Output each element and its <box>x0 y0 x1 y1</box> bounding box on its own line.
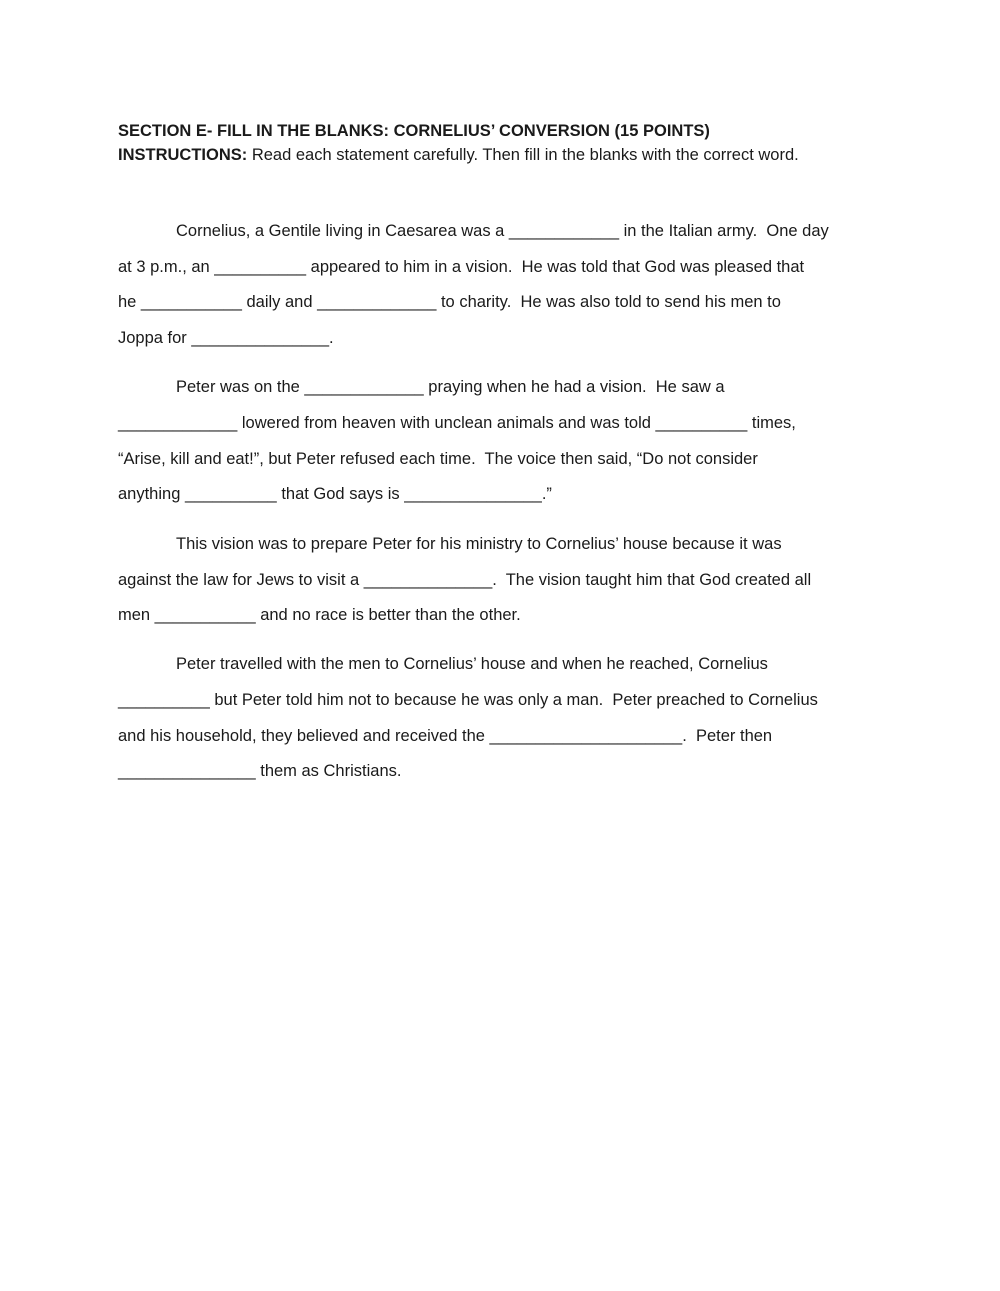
worksheet-heading <box>118 119 888 167</box>
paragraph-4-line-3: and his household, they believed and received the _____________________. Peter then <box>118 727 773 745</box>
paragraph-3-line-1: This vision was to prepare Peter for his ministry to Cornelius’ house because it was <box>176 535 782 553</box>
section-title: SECTION E- FILL IN THE BLANKS: CORNELIUS’ CONVERSION (15 POINTS) <box>118 122 710 140</box>
paragraph-4-line-2: __________ but Peter told him not to because he was only a man. Peter preached to Cornelius <box>118 691 818 709</box>
paragraph-1-line-4: Joppa for _______________. <box>118 329 334 347</box>
paragraph-3-line-3: men ___________ and no race is better than the other. <box>118 606 521 624</box>
paragraph-1-line-3: he ___________ daily and _____________ to charity. He was also told to send his men to <box>118 293 781 311</box>
paragraph-1-line-2: at 3 p.m., an __________ appeared to him in a vision. He was told that God was pleased that <box>118 258 805 276</box>
paragraph-2-line-1: Peter was on the _____________ praying when he had a vision. He saw a <box>176 378 725 396</box>
instructions-label: INSTRUCTIONS: <box>118 146 248 164</box>
paragraph-2-line-3: “Arise, kill and eat!”, but Peter refused each time. The voice then said, “Do not consider <box>118 450 758 468</box>
paragraph-2-line-2: _____________ lowered from heaven with unclean animals and was told __________ times, <box>118 414 796 432</box>
instructions-text: Read each statement carefully. Then fill in the blanks with the correct word. <box>247 146 799 164</box>
paragraph-4-line-1: Peter travelled with the men to Cornelius’ house and when he reached, Cornelius <box>176 655 768 673</box>
instructions-line <box>118 143 888 167</box>
paragraph-4-line-4: _______________ them as Christians. <box>118 762 402 780</box>
paragraph-1-line-1: Cornelius, a Gentile living in Caesarea was a ____________ in the Italian army. One day <box>176 222 829 240</box>
paragraph-3-line-2: against the law for Jews to visit a ______________. The vision taught him that God created all <box>118 571 812 589</box>
paragraph-2-line-4: anything __________ that God says is _______________.” <box>118 485 552 503</box>
